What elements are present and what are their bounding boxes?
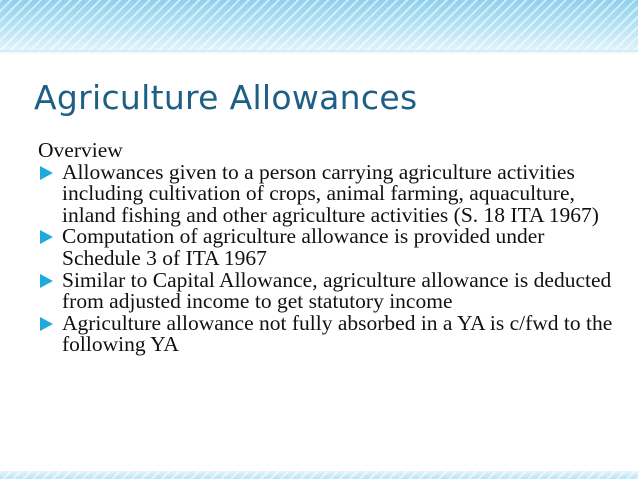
header-decorative-band [0,0,638,52]
bullet-item [38,159,618,227]
bullet-text: Similar to Capital Allowance, agriculture allowance is deducted from adjusted income to get statutory income [62,267,612,314]
header-band-edge [0,50,638,54]
bullet-list [38,159,618,357]
triangle-bullet-icon [40,230,53,244]
triangle-bullet-icon [40,166,53,180]
bullet-text: Computation of agriculture allowance is provided under Schedule 3 of ITA 1967 [62,224,545,270]
triangle-bullet-icon [40,274,53,288]
bullet-text: Agriculture allowance not fully absorbed in a YA is c/fwd to the following YA [62,310,613,357]
bullet-text: Allowances given to a person carrying agriculture activities including cultivation of crops, animal farming, aquaculture, inland fishing and other agriculture activities (S. 18 ITA 1967) [62,159,599,227]
slide-content [38,140,618,356]
triangle-bullet-icon [40,317,53,331]
bullet-item [38,310,618,357]
overview-label: Overview [38,138,123,162]
bullet-item [38,226,618,269]
slide-title: Agriculture Allowances [34,78,418,117]
footer-decorative-band [0,471,638,479]
bullet-item [38,267,618,314]
